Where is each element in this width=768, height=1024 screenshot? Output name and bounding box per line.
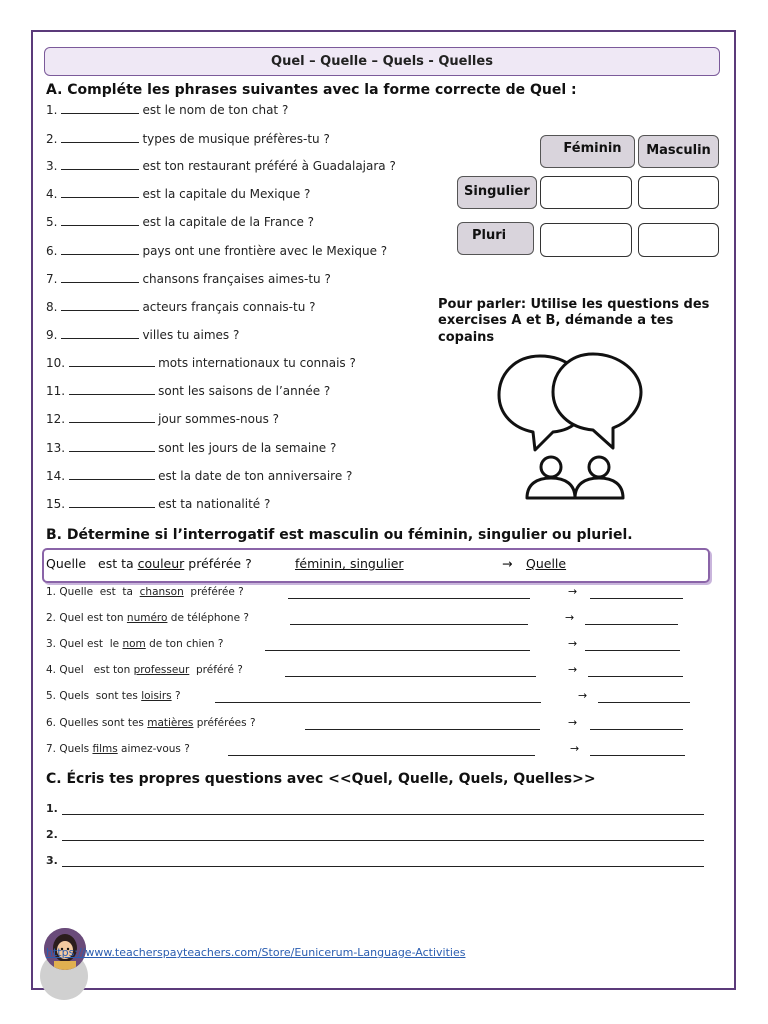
question-line[interactable] bbox=[62, 840, 704, 841]
exercise-a-text: est le nom de ton chat ? bbox=[142, 103, 289, 117]
exercise-a-number: 3. bbox=[46, 159, 58, 173]
answer-line[interactable] bbox=[215, 702, 541, 703]
exercise-a-item bbox=[46, 412, 279, 426]
result-line[interactable] bbox=[588, 676, 683, 677]
answer-blank[interactable] bbox=[61, 103, 139, 114]
exercise-a-number: 10. bbox=[46, 356, 66, 370]
exercise-a-item bbox=[46, 469, 352, 483]
exercise-a-text: est la capitale du Mexique ? bbox=[142, 187, 311, 201]
arrow-icon: → bbox=[570, 742, 580, 755]
exercise-a-text: villes tu aimes ? bbox=[142, 328, 240, 342]
exercise-b-noun: chanson bbox=[139, 586, 184, 598]
answer-line[interactable] bbox=[285, 676, 536, 677]
exercise-a-text: jour sommes-nous ? bbox=[158, 412, 280, 426]
answer-blank[interactable] bbox=[69, 412, 155, 423]
result-line[interactable] bbox=[590, 729, 683, 730]
speak-prompt: Pour parler: Utilise les questions des exercises A et B, démande a tes copains bbox=[438, 297, 710, 345]
grid-header-feminin bbox=[540, 135, 635, 168]
exercise-a-number: 7. bbox=[46, 272, 58, 286]
exercise-a-number: 5. bbox=[46, 215, 58, 229]
grid-row-singulier: Singulier bbox=[457, 176, 537, 209]
exercise-a-text: sont les jours de la semaine ? bbox=[158, 441, 337, 455]
grid-row-pluri: Pluri bbox=[457, 222, 534, 255]
exercise-a-number: 13. bbox=[46, 441, 66, 455]
exercise-b-noun: nom bbox=[122, 638, 146, 650]
arrow-icon: → bbox=[578, 689, 588, 702]
exercise-a-item bbox=[46, 244, 387, 258]
example-question bbox=[46, 556, 256, 571]
exercise-a-number: 4. bbox=[46, 187, 58, 201]
question-line[interactable] bbox=[62, 814, 704, 815]
exercise-c-number: 3. bbox=[46, 854, 58, 867]
answer-blank[interactable] bbox=[61, 300, 139, 311]
exercise-a-number: 11. bbox=[46, 384, 66, 398]
example-arrow: → bbox=[502, 556, 513, 571]
exercise-a-number: 9. bbox=[46, 328, 58, 342]
exercise-b-pre: 3. Quel est le bbox=[46, 638, 123, 650]
exercise-b-noun: matières bbox=[147, 717, 194, 729]
exercise-c-number: 2. bbox=[46, 828, 58, 841]
exercise-b-noun: loisirs bbox=[141, 690, 172, 702]
exercise-b-item bbox=[46, 717, 256, 729]
arrow-icon: → bbox=[568, 585, 578, 598]
answer-blank[interactable] bbox=[61, 187, 139, 198]
exercise-a-item bbox=[46, 384, 330, 398]
example-post: préférée ? bbox=[184, 556, 256, 571]
exercise-a-item bbox=[46, 441, 336, 455]
answer-blank[interactable] bbox=[69, 497, 155, 508]
result-line[interactable] bbox=[585, 624, 678, 625]
exercise-a-number: 12. bbox=[46, 412, 66, 426]
section-a-heading: A. Compléte les phrases suivantes avec la forme correcte de Quel : bbox=[46, 82, 577, 98]
answer-blank[interactable] bbox=[61, 215, 139, 226]
exercise-b-item bbox=[46, 612, 249, 624]
exercise-b-post: de ton chien ? bbox=[145, 638, 224, 650]
exercise-b-post: de téléphone ? bbox=[167, 612, 249, 624]
result-line[interactable] bbox=[585, 650, 680, 651]
exercise-b-noun: films bbox=[92, 743, 118, 755]
exercise-a-text: est ta nationalité ? bbox=[158, 497, 271, 511]
grid-cell-singulier-masculin[interactable] bbox=[638, 176, 719, 209]
example-result: Quelle bbox=[526, 556, 567, 571]
conversation-icon bbox=[495, 350, 650, 502]
exercise-b-post: préférées ? bbox=[193, 717, 256, 729]
exercise-a-number: 14. bbox=[46, 469, 66, 483]
exercise-a-number: 2. bbox=[46, 132, 58, 146]
exercise-b-item bbox=[46, 664, 243, 676]
answer-blank[interactable] bbox=[61, 159, 139, 170]
exercise-a-item bbox=[46, 497, 270, 511]
exercise-a-text: acteurs français connais-tu ? bbox=[142, 300, 316, 314]
arrow-icon: → bbox=[565, 611, 575, 624]
grid-cell-pluri-feminin[interactable] bbox=[540, 223, 632, 257]
answer-blank[interactable] bbox=[61, 244, 139, 255]
answer-line[interactable] bbox=[228, 755, 535, 756]
exercise-b-post: préférée ? bbox=[183, 586, 244, 598]
section-b-heading: B. Détermine si l’interrogatif est masculin ou féminin, singulier ou pluriel. bbox=[46, 527, 633, 543]
exercise-a-item bbox=[46, 328, 239, 342]
exercise-a-item bbox=[46, 159, 396, 173]
exercise-b-item bbox=[46, 743, 190, 755]
page-title: Quel – Quelle – Quels - Quelles bbox=[44, 47, 720, 76]
exercise-a-item bbox=[46, 103, 288, 117]
grid-header-feminin-label: Féminin bbox=[563, 141, 622, 156]
exercise-b-post: préféré ? bbox=[189, 664, 243, 676]
grid-cell-singulier-feminin[interactable] bbox=[540, 176, 632, 209]
example-answer: féminin, singulier bbox=[295, 556, 404, 571]
result-line[interactable] bbox=[598, 702, 690, 703]
grid-header-masculin: Masculin bbox=[638, 135, 719, 168]
exercise-a-text: est ton restaurant préféré à Guadalajara ? bbox=[142, 159, 396, 173]
answer-blank[interactable] bbox=[69, 441, 155, 452]
exercise-a-item bbox=[46, 215, 314, 229]
answer-blank[interactable] bbox=[69, 469, 155, 480]
arrow-icon: → bbox=[568, 663, 578, 676]
exercise-a-text: sont les saisons de l’année ? bbox=[158, 384, 331, 398]
answer-blank[interactable] bbox=[61, 272, 139, 283]
exercise-b-post: aimez-vous ? bbox=[117, 743, 190, 755]
example-noun: couleur bbox=[137, 556, 185, 571]
answer-line[interactable] bbox=[290, 624, 528, 625]
exercise-c-number: 1. bbox=[46, 802, 58, 815]
arrow-icon: → bbox=[568, 716, 578, 729]
exercise-a-text: est la date de ton anniversaire ? bbox=[158, 469, 353, 483]
exercise-a-text: types de musique préfères-tu ? bbox=[142, 132, 330, 146]
answer-blank[interactable] bbox=[69, 384, 155, 395]
exercise-a-text: est la capitale de la France ? bbox=[142, 215, 315, 229]
exercise-a-item bbox=[46, 132, 330, 146]
exercise-a-item bbox=[46, 272, 331, 286]
result-line[interactable] bbox=[590, 598, 683, 599]
exercise-b-item bbox=[46, 638, 223, 650]
exercise-b-pre: 6. Quelles sont tes bbox=[46, 717, 148, 729]
example-pre: Quelle est ta bbox=[46, 556, 138, 571]
exercise-b-pre: 1. Quelle est ta bbox=[46, 586, 140, 598]
store-link[interactable]: https://www.teacherspayteachers.com/Store/Eunicerum-Language-Activities bbox=[46, 946, 466, 959]
exercise-b-item bbox=[46, 690, 181, 702]
arrow-icon: → bbox=[568, 637, 578, 650]
exercise-b-noun: numéro bbox=[126, 612, 168, 624]
section-c-heading: C. Écris tes propres questions avec <<Quel, Quelle, Quels, Quelles>> bbox=[46, 771, 596, 787]
answer-blank[interactable] bbox=[61, 132, 139, 143]
exercise-b-item bbox=[46, 586, 244, 598]
exercise-b-pre: 7. Quels bbox=[46, 743, 93, 755]
answer-line[interactable] bbox=[288, 598, 530, 599]
exercise-b-pre: 4. Quel est ton bbox=[46, 664, 134, 676]
exercise-a-number: 6. bbox=[46, 244, 58, 258]
answer-line[interactable] bbox=[265, 650, 530, 651]
exercise-b-pre: 2. Quel est ton bbox=[46, 612, 127, 624]
answer-line[interactable] bbox=[305, 729, 540, 730]
exercise-b-noun: professeur bbox=[133, 664, 190, 676]
exercise-a-text: mots internationaux tu connais ? bbox=[158, 356, 356, 370]
exercise-b-post: ? bbox=[171, 690, 181, 702]
exercise-a-item bbox=[46, 300, 315, 314]
exercise-a-text: pays ont une frontière avec le Mexique ? bbox=[142, 244, 388, 258]
exercise-a-number: 1. bbox=[46, 103, 58, 117]
exercise-a-number: 15. bbox=[46, 497, 66, 511]
answer-blank[interactable] bbox=[61, 328, 139, 339]
grid-cell-pluri-masculin[interactable] bbox=[638, 223, 719, 257]
exercise-b-pre: 5. Quels sont tes bbox=[46, 690, 142, 702]
answer-blank[interactable] bbox=[69, 356, 155, 367]
result-line[interactable] bbox=[590, 755, 685, 756]
exercise-a-number: 8. bbox=[46, 300, 58, 314]
exercise-a-item bbox=[46, 187, 310, 201]
question-line[interactable] bbox=[62, 866, 704, 867]
exercise-a-item bbox=[46, 356, 356, 370]
exercise-a-text: chansons françaises aimes-tu ? bbox=[142, 272, 331, 286]
